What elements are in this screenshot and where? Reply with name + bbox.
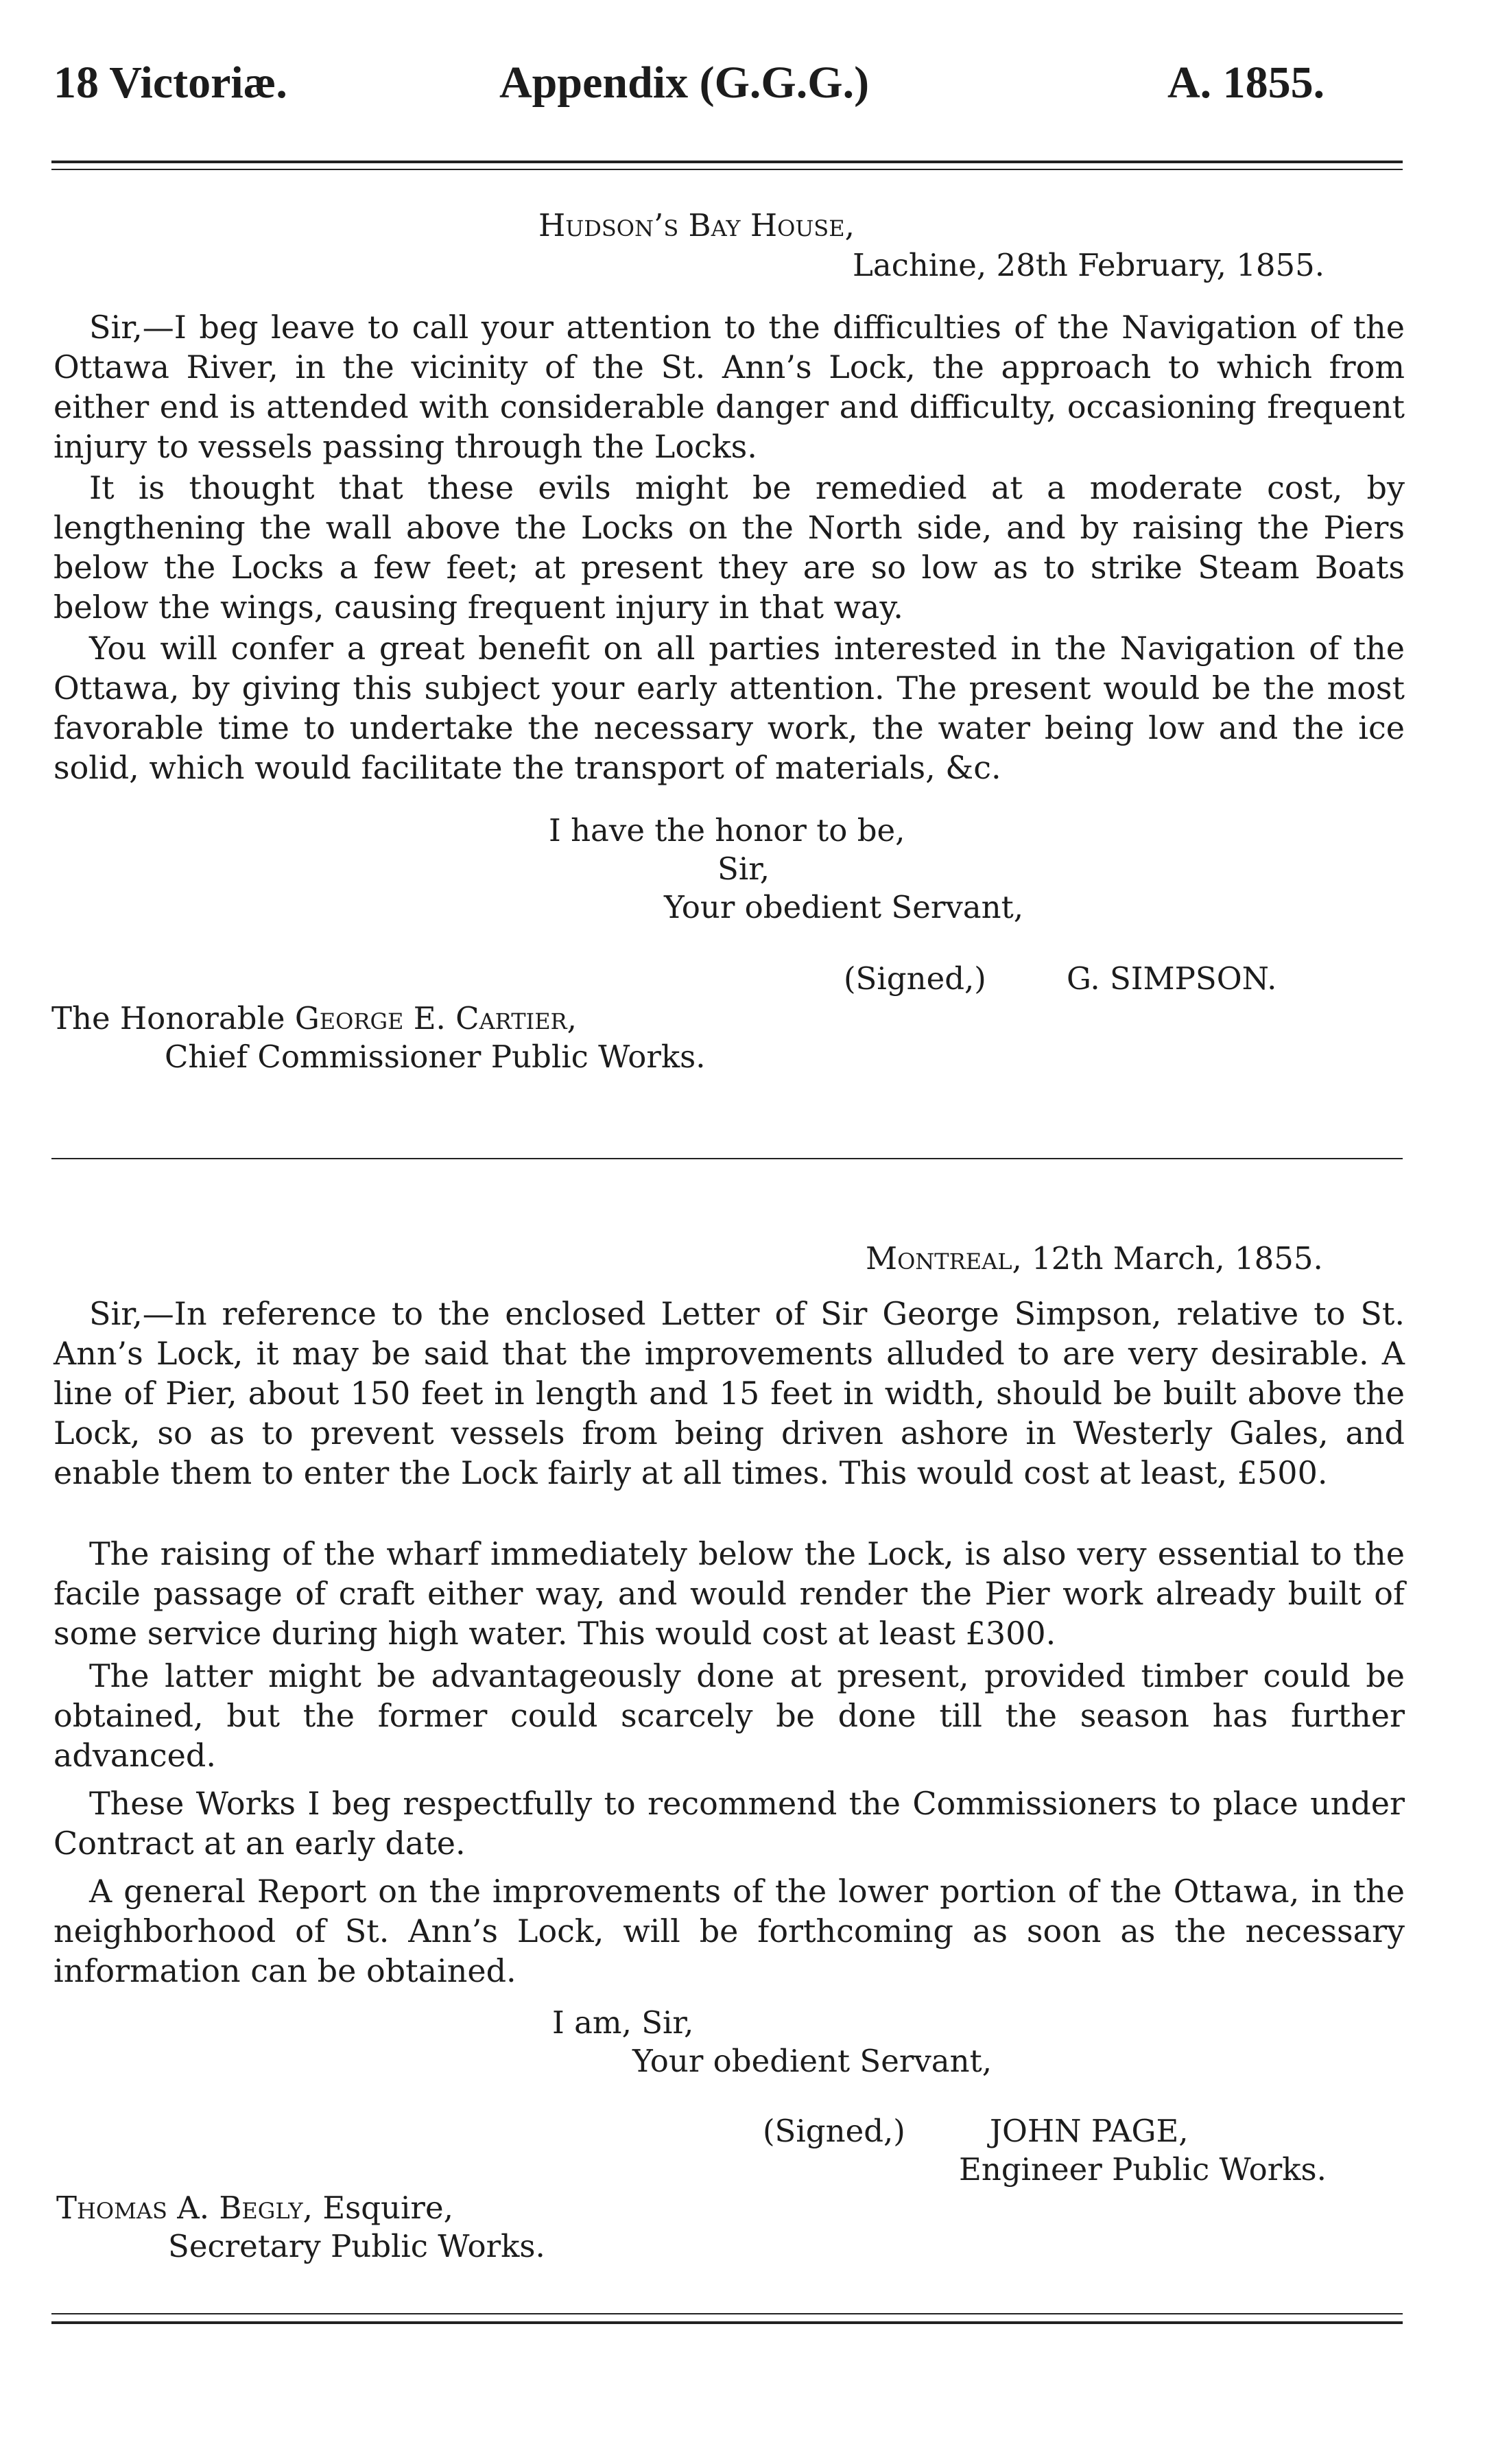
letter1-paragraph-1: Sir,—I beg leave to call your attention to the difficulties of the Navigation of the Ottawa River, in the vicinity of the St. Ann’s Lock, the approach to which from either end is attended with considerable danger and difficulty, occasioning frequent injury to vessels passing through the Locks. xyxy=(54,309,1405,465)
header-session: 18 Victoriæ. xyxy=(54,58,287,108)
letter2-signer: JOHN PAGE, xyxy=(990,2113,1189,2149)
header-year: A. 1855. xyxy=(1167,58,1325,108)
header-rule-top xyxy=(51,161,1403,163)
letter1-closing-1: I have the honor to be, xyxy=(549,812,905,849)
letter1-closing-3: Your obedient Servant, xyxy=(664,889,1024,925)
letter2-addressee: Thomas A. Begly, Esquire, xyxy=(56,2190,453,2226)
letter1-paragraph-3: You will confer a great benefit on all parties interested in the Navigation of the Ottawa, by giving this subject your early attention. The present would be the most favorable time to undertake the necessary work, the water being low and the ice solid, which would facilitate the transport of materials, &c. xyxy=(54,630,1405,786)
letter2-addressee-title: Secretary Public Works. xyxy=(168,2228,545,2264)
footer-rule-bottom xyxy=(51,2321,1403,2324)
letter2-closing-1: I am, Sir, xyxy=(552,2004,694,2041)
letter2-paragraph-3: The latter might be advantageously done at present, provided timber could be obtained, but the former could scarcely be done till the season has further advanced. xyxy=(54,1657,1405,1774)
letter2-paragraph-2: The raising of the wharf immediately below the Lock, is also very essential to the facile passage of craft either way, and would render the Pier work already built of some service during high water. This would cost at least £300. xyxy=(54,1535,1405,1652)
letter2-paragraph-1: Sir,—In reference to the enclosed Letter of Sir George Simpson, relative to St. Ann’s Lock, it may be said that the improvements alluded to are very desirable. A line of Pier, about 150 feet in length and 15 feet in width, should be built above the Lock, so as to prevent vessels from being driven ashore in Westerly Gales, and enable them to enter the Lock fairly at all times. This would cost at least, £500. xyxy=(54,1295,1405,1491)
header-appendix: Appendix (G.G.G.) xyxy=(499,58,870,108)
header-rule-bottom xyxy=(51,169,1403,170)
letter1-addressee: The Honorable George E. Cartier, xyxy=(51,1000,577,1036)
letter1-place: Hudson’s Bay House, xyxy=(538,207,855,244)
letter1-signer: G. SIMPSON. xyxy=(1067,960,1277,997)
footer-rule-top xyxy=(51,2313,1403,2314)
letter1-signed-label: (Signed,) xyxy=(844,960,986,997)
letter2-dateline: Montreal, 12th March, 1855. xyxy=(866,1240,1323,1277)
letter2-paragraph-5: A general Report on the improvements of the lower portion of the Ottawa, in the neighborhood of St. Ann’s Lock, will be forthcoming as soon as the necessary information can be obtained. xyxy=(54,1873,1405,1989)
letter2-signed-label: (Signed,) xyxy=(763,2113,905,2149)
letter1-dateline: Lachine, 28th February, 1855. xyxy=(853,247,1325,283)
section-divider xyxy=(51,1158,1403,1159)
letter2-closing-2: Your obedient Servant, xyxy=(632,2043,993,2079)
letter1-addressee-title: Chief Commissioner Public Works. xyxy=(165,1039,706,1075)
letter1-closing-2: Sir, xyxy=(717,851,770,887)
letter1-paragraph-2: It is thought that these evils might be remedied at a moderate cost, by lengthening the wall above the Locks on the North side, and by raising the Piers below the Locks a few feet; at present they are so low as to strike Steam Boats below the wings, causing frequent injury in that way. xyxy=(54,469,1405,626)
letter2-signer-title: Engineer Public Works. xyxy=(959,2151,1327,2188)
letter2-paragraph-4: These Works I beg respectfully to recommend the Commissioners to place under Contract at an early date. xyxy=(54,1785,1405,1862)
